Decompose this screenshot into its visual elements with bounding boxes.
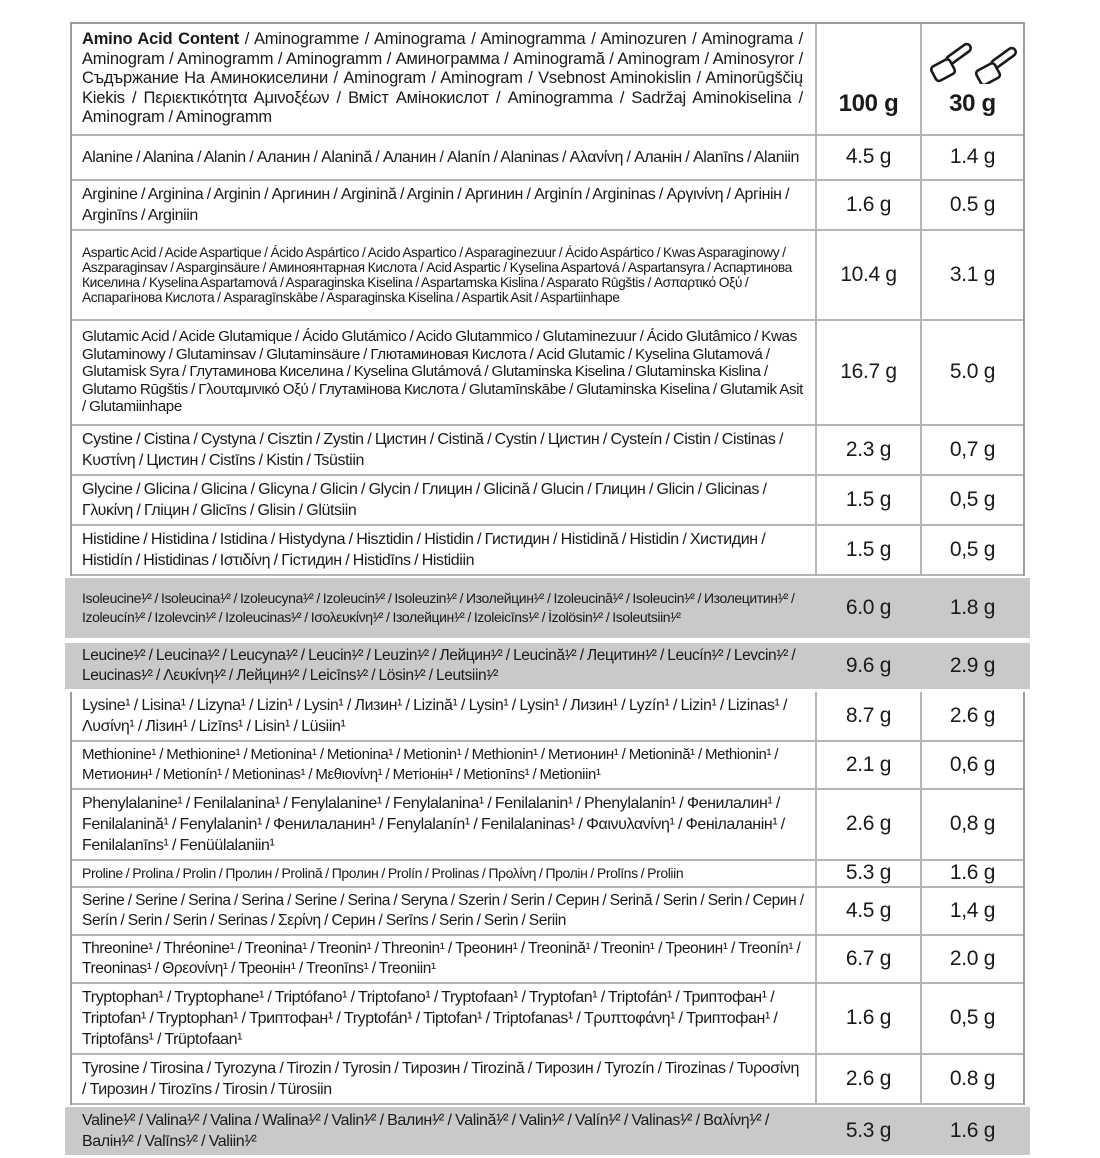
amino-acid-row [72,1055,1023,1105]
value-per-30g-cell: 3.1 g [949,262,996,286]
amino-acid-row [72,181,1023,231]
amino-acid-row [72,526,1023,576]
table-title-translations: / Aminogramme / Aminograma / Aminogramma / Aminozuren / Aminograma / Aminogram / Aminogramm / Aminogramm / Аминограмма / Aminogramă / Aminogram / Aminosyror / Съдържание На Аминокиселини / Aminogram / Aminogram / Vsebnost Aminokislin / Aminorūgščių Kiekis / Περιεκτικότητα Αμινοξέων / Вміст Амінокислот / Aminogramma / Sadržaj Aminokiselina / Aminogram / Aminogramm [82,30,804,126]
amino-acid-row [72,321,1023,426]
value-per-30g-cell: 1.6 g [949,861,996,884]
table-header-row [72,24,1023,136]
header-title-cell [72,24,817,134]
value-per-100g-cell: 16.7 g [817,321,922,424]
value-per-100g-cell: 2.1 g [817,742,922,788]
amino-acid-row [72,476,1023,526]
value-per-30g-cell: 2.9 g [949,653,996,677]
value-per-30g-cell: 0,5 g [949,1006,996,1029]
amino-acid-names-cell: Serine / Serine / Serina / Serina / Serine / Serina / Seryna / Szerin / Serin / Серин / Serină / Serin / Serin / Серин / Serín / Serin / Serin / Serinas / Σερίνη / Серин / Serīns / Serin / Serin / Seriin [72,888,817,934]
table-title [82,30,803,128]
value-per-100g-cell: 5.3 g [817,861,922,886]
table-title-bold: Amino Acid Content [82,30,240,48]
value-per-30g-cell: 0.5 g [949,192,996,216]
value-per-100g-cell: 2.6 g [817,1055,922,1103]
amino-acid-row [72,888,1023,936]
amino-acid-names-cell: Aspartic Acid / Acide Aspartique / Ácido Aspártico / Acido Aspartico / Asparaginezuur / Ácido Aspártico / Kwas Asparaginowy / Aszparaginsav / Asparginsäure / Аминоянтарная Кислота / Acid Aspartic / Kyselina Aspartová / Aspartansyra / Аспартинова Киселина / Kyselina Aspartamová / Asparaginska Kiselina / Aspartamska Kislina / Asparato Rūgštis / Ασπαρτικό Οξύ / Аспарагінова Кислота / Asparagīnskābe / Asparaginska Kiselina / Aspartik Asit / Aspartiinhape [72,231,817,319]
header-per-100g-cell [817,24,922,134]
amino-acid-row [72,136,1023,181]
value-per-100g-cell: 2.3 g [817,426,922,474]
value-per-30g-cell: 2.6 g [949,703,996,727]
amino-acid-names-cell: Methionine¹ / Methionine¹ / Metionina¹ / Metionina¹ / Metionin¹ / Methionin¹ / Метионин¹ / Metionină¹ / Methionin¹ / Метионин¹ / Metionín¹ / Metioninas¹ / Μεθιονίνη¹ / Метіонін¹ / Metionīns¹ / Metioniin¹ [72,742,817,788]
amino-acid-row [72,426,1023,476]
amino-acid-names-cell: Lysine¹ / Lisina¹ / Lizyna¹ / Lizin¹ / Lysin¹ / Лизин¹ / Lizină¹ / Lysin¹ / Lysin¹ / Лизин¹ / Lyzín¹ / Lizin¹ / Lizinas¹ / Λυσίνη¹ / Лізин¹ / Lizīns¹ / Lisin¹ / Lüsiin¹ [72,692,817,740]
value-per-30g-cell: 0,5 g [949,537,996,561]
amino-acid-names-cell: Glutamic Acid / Acide Glutamique / Ácido Glutámico / Acido Glutammico / Glutaminezuur / Ácido Glutâmico / Kwas Glutaminowy / Glutaminsav / Glutaminsäure / Глютаминовая Кислота / Acid Glutamic / Kyselina Glutamová / Glutamisk Syra / Глутаминова Киселина / Kyselina Glutámová / Glutaminska Kiselina / Glutaminska Kislina / Glutamo Rūgštis / Γλουταμινικό Οξύ / Глутамінова Кислота / Glutamīnskābe / Glutaminska Kiselina / Glutamik Asit / Glutamiinhape [72,321,817,424]
amino-acid-names-cell: Valine¹⁄² / Valina¹⁄² / Valina / Walina¹⁄² / Valin¹⁄² / Валин¹⁄² / Valină¹⁄² / Valin¹⁄² / Valín¹⁄² / Valinas¹⁄² / Βαλίνη¹⁄² / Валін¹⁄² / Valīns¹⁄² / Valiin¹⁄² [82,1111,769,1150]
value-per-100g-cell: 5.3 g [845,1118,892,1142]
amino-acid-names-cell: Proline / Prolina / Prolin / Пролин / Prolină / Пролин / Prolín / Prolinas / Προλίνη / Пролін / Prolīns / Proliin [72,861,817,886]
amino-acid-names-cell: Histidine / Histidina / Istidina / Histydyna / Hisztidin / Histidin / Гистидин / Histidină / Histidin / Хистидин / Histidín / Histidinas / Ιστιδίνη / Гістидин / Histidīns / Histidiin [72,526,817,574]
amino-acid-names-cell: Threonine¹ / Thréonine¹ / Treonina¹ / Treonin¹ / Threonin¹ / Треонин¹ / Treonină¹ / Treonin¹ / Треонин¹ / Treonín¹ / Treoninas¹ / Θρεονίνη¹ / Треонін¹ / Treonīns¹ / Treoniin¹ [72,936,817,982]
per-100g-column-label: 100 g [838,89,899,117]
amino-acid-names-cell: Tryptophan¹ / Tryptophane¹ / Triptófano¹ / Triptofano¹ / Tryptofaan¹ / Tryptofan¹ / Triptofán¹ / Триптофан¹ / Triptofan¹ / Tryptophan¹ / Триптофан¹ / Tryptofán¹ / Tiptofan¹ / Triptofanas¹ / Τρυπτοφάνη¹ / Триптофан¹ / Triptofāns¹ / Trüptofaan¹ [72,984,817,1053]
amino-acid-names-cell: Arginine / Arginina / Arginin / Аргинин / Arginină / Arginin / Аргинин / Arginín / Argininas / Αργινίνη / Аргінін / Arginīns / Arginiin [72,181,817,229]
table-body [72,136,1023,1158]
amino-acid-row [72,742,1023,790]
value-per-100g-cell: 4.5 g [817,136,922,179]
value-per-30g-cell: 0,6 g [949,752,996,776]
amino-acid-row [72,790,1023,861]
amino-acid-row [65,641,1030,692]
value-per-100g-cell: 1.5 g [817,526,922,574]
amino-acid-names-cell: Glycine / Glicina / Glicina / Glicyna / Glicin / Glycin / Глицин / Glicină / Glucin / Глицин / Glicin / Glicinas / Γλυκίνη / Гліцин / Glicīns / Glisin / Glütsiin [72,476,817,524]
amino-acid-row [65,1105,1030,1158]
value-per-100g-cell: 6.0 g [845,595,892,619]
amino-acid-names-cell: Isoleucine¹⁄² / Isoleucina¹⁄² / Izoleucyna¹⁄² / Izoleucin¹⁄² / Isoleuzin¹⁄² / Изолейцин¹⁄² / Izoleucină¹⁄² / Isoleucin¹⁄² / Изолецитин¹⁄² / Izoleucín¹⁄² / Izolevcin¹⁄² / Izoleucinas¹⁄² / Ισολευκίνη¹⁄² / Ізолейцин¹⁄² / Izoleicīns¹⁄² / İzolösin¹⁄² / Isoleutsiin¹⁄² [82,590,795,625]
value-per-100g-cell: 2.6 g [817,790,922,859]
amino-acid-row [72,984,1023,1055]
header-per-30g-cell [922,24,1023,134]
amino-acid-content-table [70,22,1025,1158]
value-per-100g-cell: 4.5 g [817,888,922,934]
value-per-100g-cell: 1.6 g [817,181,922,229]
value-per-100g-cell: 1.5 g [817,476,922,524]
value-per-30g-cell: 1.8 g [949,595,996,619]
value-per-30g-cell: 1.4 g [949,145,996,168]
value-per-30g-cell: 5.0 g [949,360,996,383]
value-per-30g-cell: 2.0 g [949,946,996,970]
value-per-100g-cell: 8.7 g [817,692,922,740]
value-per-30g-cell: 0,8 g [949,812,996,835]
value-per-100g-cell: 9.6 g [845,653,892,677]
amino-acid-row [72,231,1023,321]
amino-acid-names-cell: Leucine¹⁄² / Leucina¹⁄² / Leucyna¹⁄² / Leucin¹⁄² / Leuzin¹⁄² / Лейцин¹⁄² / Leucină¹⁄² / Лецитин¹⁄² / Leucín¹⁄² / Levcin¹⁄² / Leucinas¹⁄² / Λευκίνη¹⁄² / Лейцин¹⁄² / Leicīns¹⁄² / Lösin¹⁄² / Leutsiin¹⁄² [82,646,796,684]
amino-acid-row [72,936,1023,984]
value-per-30g-cell: 1,4 g [949,898,996,922]
amino-acid-row [65,576,1030,641]
value-per-100g-cell: 10.4 g [817,231,922,319]
value-per-100g-cell: 6.7 g [817,936,922,982]
amino-acid-names-cell: Cystine / Cistina / Cystyna / Cisztin / Zystin / Цистин / Cistină / Cystin / Цистин / Cysteín / Cistin / Cistinas / Κυστίνη / Цистин / Cistīns / Kistin / Tsüstiin [72,426,817,474]
amino-acid-row [72,861,1023,888]
measuring-scoops-icon [927,36,1019,84]
value-per-30g-cell: 1.6 g [949,1118,996,1142]
amino-acid-row [72,692,1023,742]
value-per-100g-cell: 1.6 g [817,984,922,1053]
amino-acid-names-cell: Tyrosine / Tirosina / Tyrozyna / Tirozin / Tyrosin / Тирозин / Tirozină / Тирозин / Tyrozín / Tirozinas / Τυροσίνη / Тирозин / Tirozīns / Tirosin / Türosiin [72,1055,817,1103]
per-30g-column-label: 30 g [949,89,996,117]
amino-acid-names-cell: Phenylalanine¹ / Fenilalanina¹ / Fenylalanine¹ / Fenylalanina¹ / Fenilalanin¹ / Phenylalanin¹ / Фенилалин¹ / Fenilalanină¹ / Fenylalanin¹ / Фенилаланин¹ / Fenylalanín¹ / Fenilalaninas¹ / Φαινυλανίνη¹ / Фенілаланін¹ / Fenilalanīns¹ / Fenüülalaniin¹ [72,790,817,859]
value-per-30g-cell: 0,5 g [949,487,996,511]
value-per-30g-cell: 0,7 g [949,437,996,461]
value-per-30g-cell: 0.8 g [949,1066,996,1090]
amino-acid-names-cell: Alanine / Alanina / Alanin / Аланин / Alanină / Аланин / Alanín / Alaninas / Αλανίνη / Аланін / Alanīns / Alaniin [72,136,817,179]
